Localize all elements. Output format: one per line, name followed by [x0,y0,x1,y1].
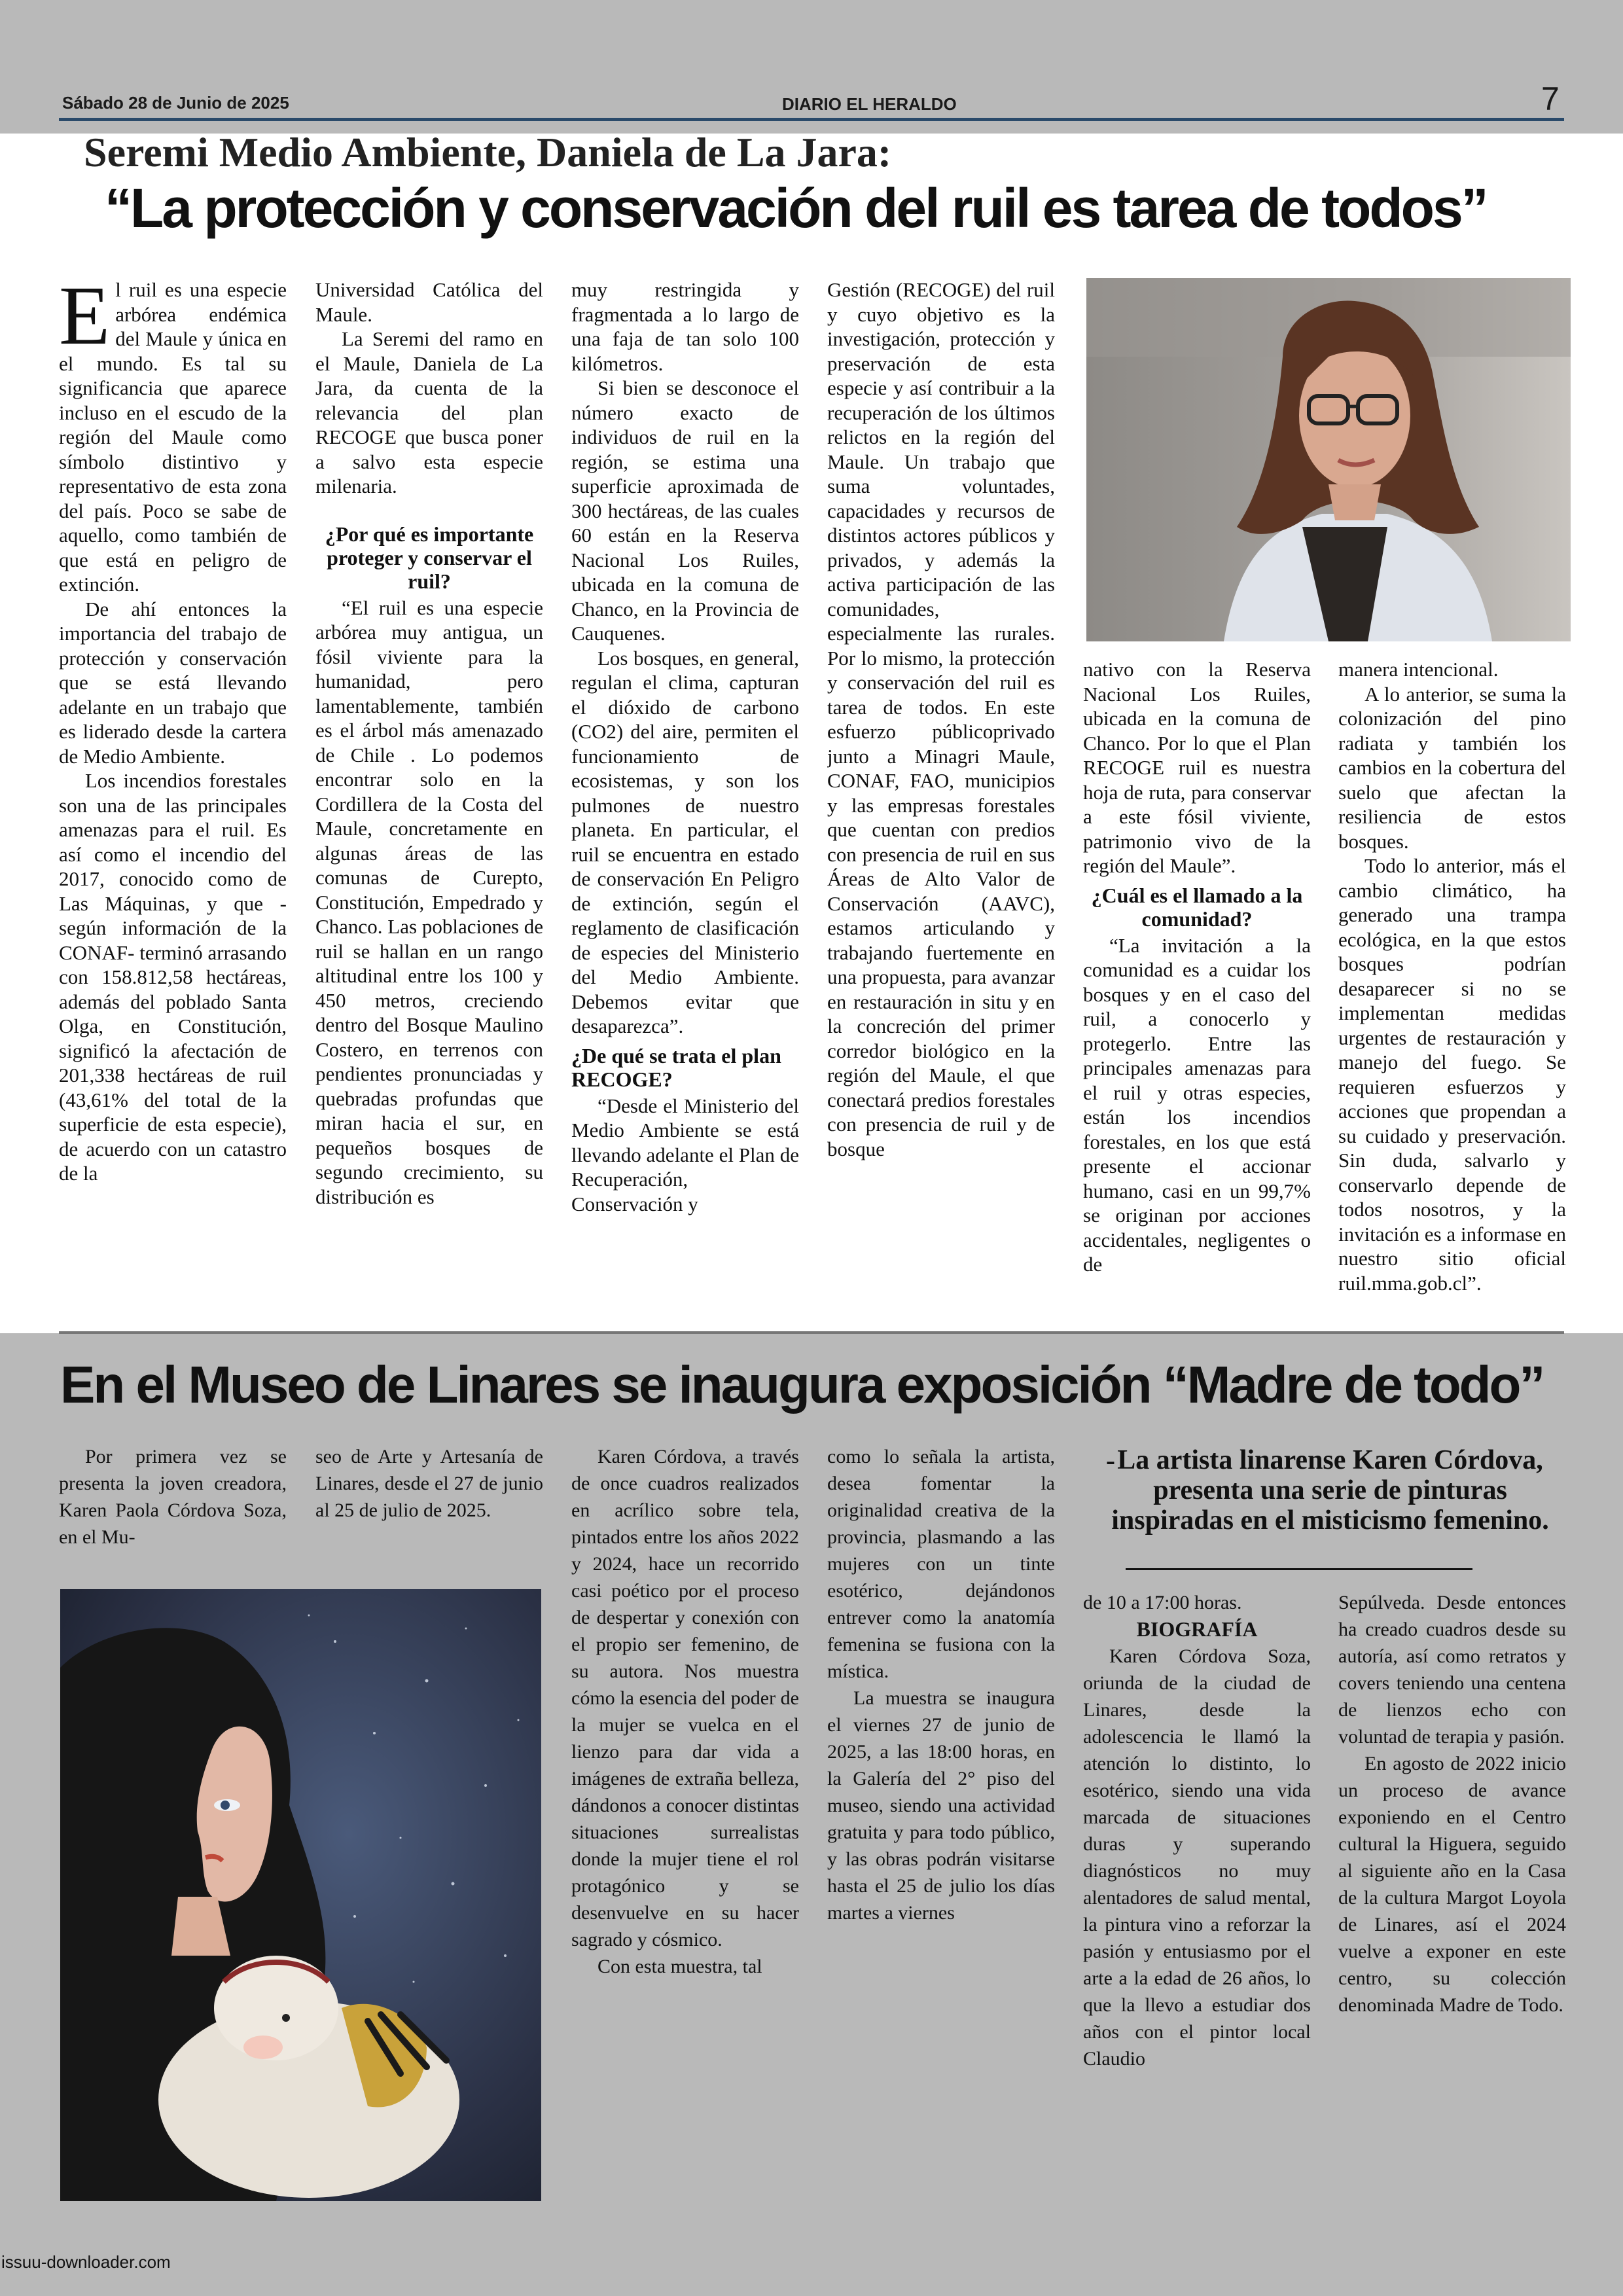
issue-date: Sábado 28 de Junio de 2025 [62,93,289,113]
article1-column-5: nativo con la Reserva Nacional Los Ruiles, ubicada en la comuna de Chanco. Por lo que el Plan RECOGE ruil es nuestra hoja de ruta, para conservar a este fósil viviente, patrimonio vivo de la región del Maule”. ¿Cuál es el llamado a la comunidad? “La invitación a la comunidad es a cuidar los bosques y en el caso del ruil, a conocerlo y protegerlo. Entre las principales amenazas para el ruil y otras especies, están los incendios forestales, en los que está presente el accionar humano, casi en un 99,7% se originan por acciones accidentales, negligentes o de [1083,658,1311,1276]
subheading-why-protect: ¿Por qué es importante proteger y conservar el ruil? [325,522,534,593]
article1-column-3: muy restringida y fragmentada a lo largo de una faja de tan solo 100 kilómetros. Si bien se desconoce el número exacto de individuos de ruil en la región, se estima una superficie aproximada de 300 hectáreas, de las cuales 60 están en la Reserva Nacional Los Ruiles, ubicada en la comuna de Chanco, en la Provincia de Cauquenes. Los bosques, en general, regulan el clima, capturan el dióxido de carbono (CO2) del aire, permiten el funcionamiento de ecosistemas, y son los pulmones de nuestro planeta. En particular, el ruil se encuentra en estado de conservación En Peligro de extinción, según el reglamento de clasificación de especies del Ministerio del Medio Ambiente. Debemos evitar que desaparezca”. ¿De qué se trata el plan RECOGE? “Desde el Ministerio del Medio Ambiente se está llevando adelante el Plan de Recuperación, Conservación y [571,278,799,1215]
painting-madre-de-todo [60,1589,541,2201]
page-number: 7 [1541,81,1560,117]
article2-column-3: Karen Córdova, a través de once cuadros realizados en acrílico sobre tela, pintados entre los años 2022 y 2024, hace un recorrido casi poético por el proceso de despertar y conexión con el propio ser femenino, de su autora. Nos muestra cómo la esencia del poder de la mujer se vuelca en el lienzo para dar vida a imágenes de extraña belleza, dándonos a conocer distintas situaciones surrealistas donde la mujer tiene el rol protagónico y se desenvuelve en su hacer sagrado y cósmico. Con esta muestra, tal [571,1446,799,1977]
article2-column-6: Sepúlveda. Desde entonces ha creado cuadros desde su autoría, así como retratos y covers teniendo una centena de lienzos echo con voluntad de terapia y pasión. En agosto de 2022 inicio un proceso de avance exponiendo en el Centro cultural la Higuera, seguido al siguiente año en la Casa de la cultura Margot Loyola de Linares, así el 2024 vuelve a exponer en este centro, su colección denominada Madre de Todo. [1338,1592,1566,2016]
article2-column-4: como lo señala la artista, desea fomentar la originalidad creativa de la provincia, plasmando a las mujeres con un tinte esotérico, dejándonos entrever como la anatomía femenina se fusiona con la mística. La muestra se inaugura el viernes 27 de junio de 2025, a las 18:00 horas, en la Galería del 2° piso del museo, siendo una actividad gratuita y para todo público, y las obras podrán visitarse hasta el 25 de julio los días martes a viernes [827,1446,1055,1924]
article2-column-2: seo de Arte y Artesanía de Linares, desde el 27 de junio al 25 de julio de 2025. [315,1446,543,1521]
newspaper-name: DIARIO EL HERALDO [782,94,957,114]
article1-kicker: Seremi Medio Ambiente, Daniela de La Jara: [84,129,892,175]
subheading-llamado: ¿Cuál es el llamado a la comunidad? [1091,883,1303,931]
article1-column-4: Gestión (RECOGE) del ruil y cuyo objetivo es la investigación, protección y preservación de esta especie y así contribuir a la recuperación de los últimos relictos en la región del Maule. Un trabajo que suma voluntades, capacidades y recursos de distintos actores públicos y privados, y además la activa participación de las comunidades, especialmente las rurales. Por lo mismo, la protección y conservación del ruil es tarea de todos. En este esfuerzo públicoprivado junto a Minagri Maule, CONAF, FAO, municipios y las empresas forestales que cuentan con predios con presencia de ruil en sus Áreas de Alto Valor de Conservación (AAVC), estamos articulando y trabajando fuertemente en una propuesta, para avanzar en restauración in situ y en la concreción del primer corredor biológico en la región del Maule, el que conectará predios forestales con presencia de ruil y de bosque [827,278,1055,1160]
article2-subhead: La artista linarense Karen Córdova, presenta una serie de pinturas inspiradas en el misticismo femenino. [1111,1445,1549,1535]
header-rule [59,118,1564,121]
article1-headline: “La protección y conservación del ruil es tarea de todos” [105,177,1487,239]
seremi-portrait-photo [1086,278,1571,641]
subhead-dash: - [1106,1446,1115,1476]
article-separator [59,1331,1564,1334]
article2-headline: En el Museo de Linares se inaugura exposición “Madre de todo” [60,1355,1544,1414]
subheading-biografia: BIOGRAFÍA [1136,1617,1258,1641]
drop-cap: E [59,278,111,362]
subheading-recoge: ¿De qué se trata el plan RECOGE? [571,1043,781,1091]
article2-column-5: de 10 a 17:00 horas. BIOGRAFÍA Karen Córdova Soza, oriunda de la ciudad de Linares, desde la adolescencia le llamó la atención lo distinto, lo esotérico, siendo una vida marcada de situaciones duras y superando diagnósticos no muy alentadores de salud mental, la pintura vino a reforzar la pasión y entusiasmo por el arte a la edad de 26 años, lo que la llevo a estudiar dos años con el pintor local Claudio [1083,1592,1311,2070]
article1-column-1: El ruil es una especie arbórea endémica del Maule y única en el mundo. Es tal su significancia que aparece incluso en el escudo de la región del Maule como símbolo distintivo y representativo de esta zona del país. Poco se sabe de aquello, como también de que está en peligro de extinción. De ahí entonces la importancia del trabajo de protección y conservación que se está llevando adelante en un trabajo que es liderado desde la cartera de Medio Ambiente. Los incendios forestales son una de las principales amenazas para el ruil. Es así como el incendio del 2017, conocido como de Las Máquinas, y que -según información de la CONAF- terminó arrasando con 158.812,58 hectáreas, además del poblado Santa Olga, en Constitución, significó la afectación de 201,338 hectáreas de ruil (43,61% del total de la superficie de esta especie), de acuerdo con un catastro de la [59,278,287,1185]
watermark: issuu-downloader.com [1,2252,171,2272]
article2-column-1: Por primera vez se presenta la joven creadora, Karen Paola Córdova Soza, en el Mu- [59,1446,287,1548]
article1-column-2: Universidad Católica del Maule. La Seremi del ramo en el Maule, Daniela de La Jara, da cuenta de la relevancia del plan RECOGE que busca poner a salvo esta especie milenaria. ¿Por qué es importante proteger y conservar el ruil? “El ruil es una especie arbórea muy antigua, un fósil viviente para la humanidad, pero lamentablemente, también es el árbol más amenazado de Chile . Lo podemos encontrar solo en la Cordillera de la Costa del Maule, concretamente en algunas áreas de las comunas de Curepto, Constitución, Empedrado y Chanco. Las poblaciones de ruil se hallan en un rango altitudinal entre los 100 y 450 metros, creciendo dentro del Bosque Maulino Costero, en terrenos con pendientes pronunciadas y quebradas profundas que miran hacia el sur, en pequeños bosques de segundo crecimiento, su distribución es [315,278,543,1208]
subhead-underline [1126,1568,1472,1570]
article1-column-6: manera intencional. A lo anterior, se suma la colonización del pino radiata y también los cambios en la cobertura del suelo que afectan la resiliencia de estos bosques. Todo lo anterior, más el cambio climático, ha generado una trampa ecológica, en la que estos bosques podrían desaparecer si no se implementan medidas urgentes de restauración y manejo del fuego. Se requieren esfuerzos y acciones que propendan a su cuidado y preservación. Sin duda, salvarlo y conservarlo depende de todos nosotros, y la invitación es a informase en nuestro sitio oficial ruil.mma.gob.cl”. [1338,658,1566,1295]
